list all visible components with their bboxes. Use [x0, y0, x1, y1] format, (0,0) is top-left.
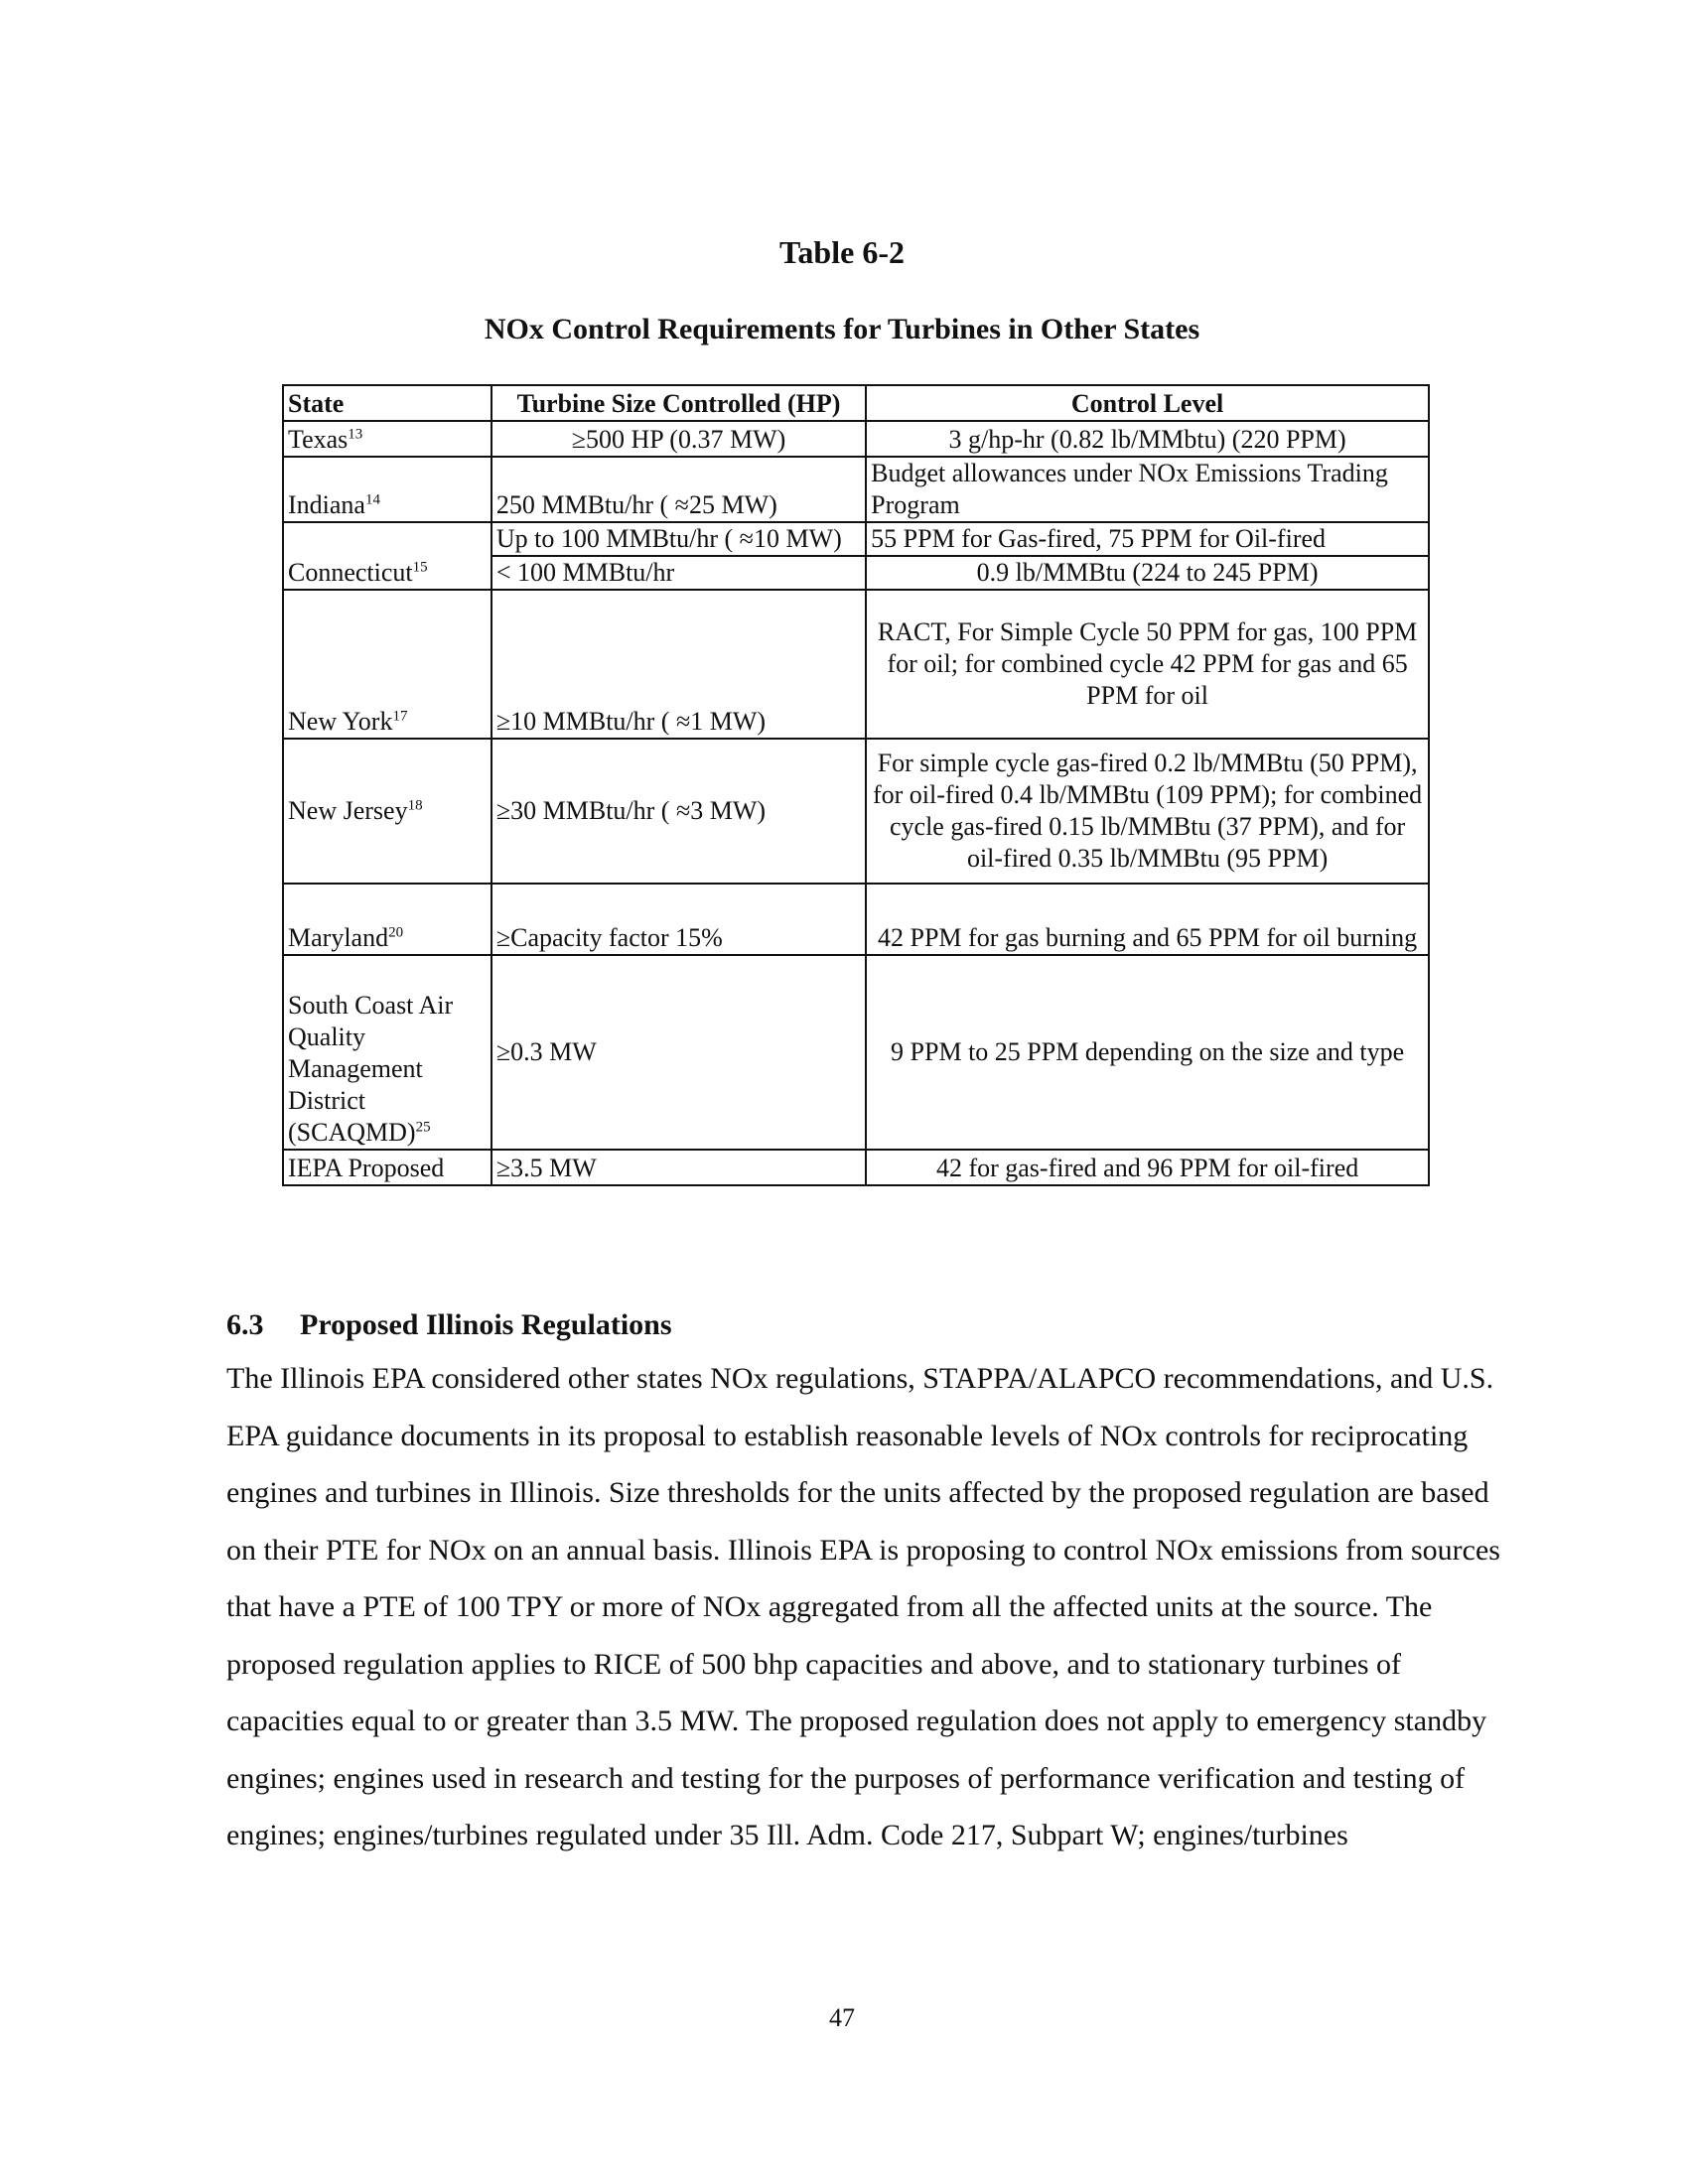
state-cell: Connecticut$^{15}$ [283, 522, 491, 590]
section-title: Proposed Illinois Regulations [300, 1308, 672, 1341]
size-cell: ≥Capacity factor 15% [491, 884, 866, 955]
size-cell: Up to 100 MMBtu/hr ( ≈10 MW) [491, 522, 866, 556]
state-cell: New York$^{17}$ [283, 590, 491, 739]
state-cell: South Coast Air Quality Management District (SCAQMD)$^{25}$ [283, 955, 491, 1150]
control-cell: 42 for gas-fired and 96 PPM for oil-fired [866, 1150, 1429, 1185]
control-cell: For simple cycle gas-fired 0.2 lb/MMBtu (50 PPM), for oil-fired 0.4 lb/MMBtu (109 PPM); for combined cycle gas-fired 0.15 lb/MMBtu (37 PPM), and for oil-fired 0.35 lb/MMBtu (95 PPM) [866, 739, 1429, 884]
size-cell: ≥30 MMBtu/hr ( ≈3 MW) [491, 739, 866, 884]
table-row [283, 590, 1429, 739]
table-row [283, 457, 1429, 522]
header-turbine-size: Turbine Size Controlled (HP) [491, 385, 866, 421]
state-cell: IEPA Proposed [283, 1150, 491, 1185]
control-cell: Budget allowances under NOx Emissions Trading Program [866, 457, 1429, 522]
control-cell: RACT, For Simple Cycle 50 PPM for gas, 100 PPM for oil; for combined cycle 42 PPM for gas and 65 PPM for oil [866, 590, 1429, 739]
nox-requirements-table [282, 384, 1430, 1186]
control-cell: 55 PPM for Gas-fired, 75 PPM for Oil-fired [866, 522, 1429, 556]
control-cell: 9 PPM to 25 PPM depending on the size and type [866, 955, 1429, 1150]
section-body-paragraph: The Illinois EPA considered other states NOx regulations, STAPPA/ALAPCO recommendations, and U.S. EPA guidance documents in its proposal to establish reasonable levels of NOx controls for reciprocating engines and turbines in Illinois. Size thresholds for the units affected by the proposed regulation are based on their PTE for NOx on an annual basis. Illinois EPA is proposing to control NOx emissions from sources that have a PTE of 100 TPY or more of NOx aggregated from all the affected units at the source. The proposed regulation applies to RICE of 500 bhp capacities and above, and to stationary turbines of capacities equal to or greater than 3.5 MW. The proposed regulation does not apply to emergency standby engines; engines used in research and testing for the purposes of performance verification and testing of engines; engines/turbines regulated under 35 Ill. Adm. Code 217, Subpart W; engines/turbines [226, 1362, 1500, 1851]
state-cell: New Jersey$^{18}$ [283, 739, 491, 884]
control-cell: 42 PPM for gas burning and 65 PPM for oil burning [866, 884, 1429, 955]
table-subtitle: NOx Control Requirements for Turbines in Other States [484, 313, 1200, 345]
state-cell: Indiana$^{14}$ [283, 457, 491, 522]
size-cell: ≥0.3 MW [491, 955, 866, 1150]
control-cell: 3 g/hp-hr (0.82 lb/MMbtu) (220 PPM) [866, 421, 1429, 457]
header-control-level: Control Level [866, 385, 1429, 421]
table-row [283, 884, 1429, 955]
section-heading [226, 1308, 672, 1342]
size-cell: ≥10 MMBtu/hr ( ≈1 MW) [491, 590, 866, 739]
table-row [283, 421, 1429, 457]
section-number: 6.3 [226, 1308, 264, 1341]
state-cell: Maryland$^{20}$ [283, 884, 491, 955]
table-row [283, 739, 1429, 884]
size-cell: ≥500 HP (0.37 MW) [491, 421, 866, 457]
table-row [283, 1150, 1429, 1185]
size-cell: ≥3.5 MW [491, 1150, 866, 1185]
size-cell: 250 MMBtu/hr ( ≈25 MW) [491, 457, 866, 522]
table-header-row [283, 385, 1429, 421]
state-cell: Texas$^{13}$ [283, 421, 491, 457]
table-title: Table 6-2 [779, 234, 905, 270]
control-cell: 0.9 lb/MMBtu (224 to 245 PPM) [866, 556, 1429, 590]
header-state: State [283, 385, 491, 421]
page-number: 47 [829, 2003, 855, 2032]
size-cell: < 100 MMBtu/hr [491, 556, 866, 590]
table-row [283, 955, 1429, 1150]
table-row [283, 522, 1429, 556]
